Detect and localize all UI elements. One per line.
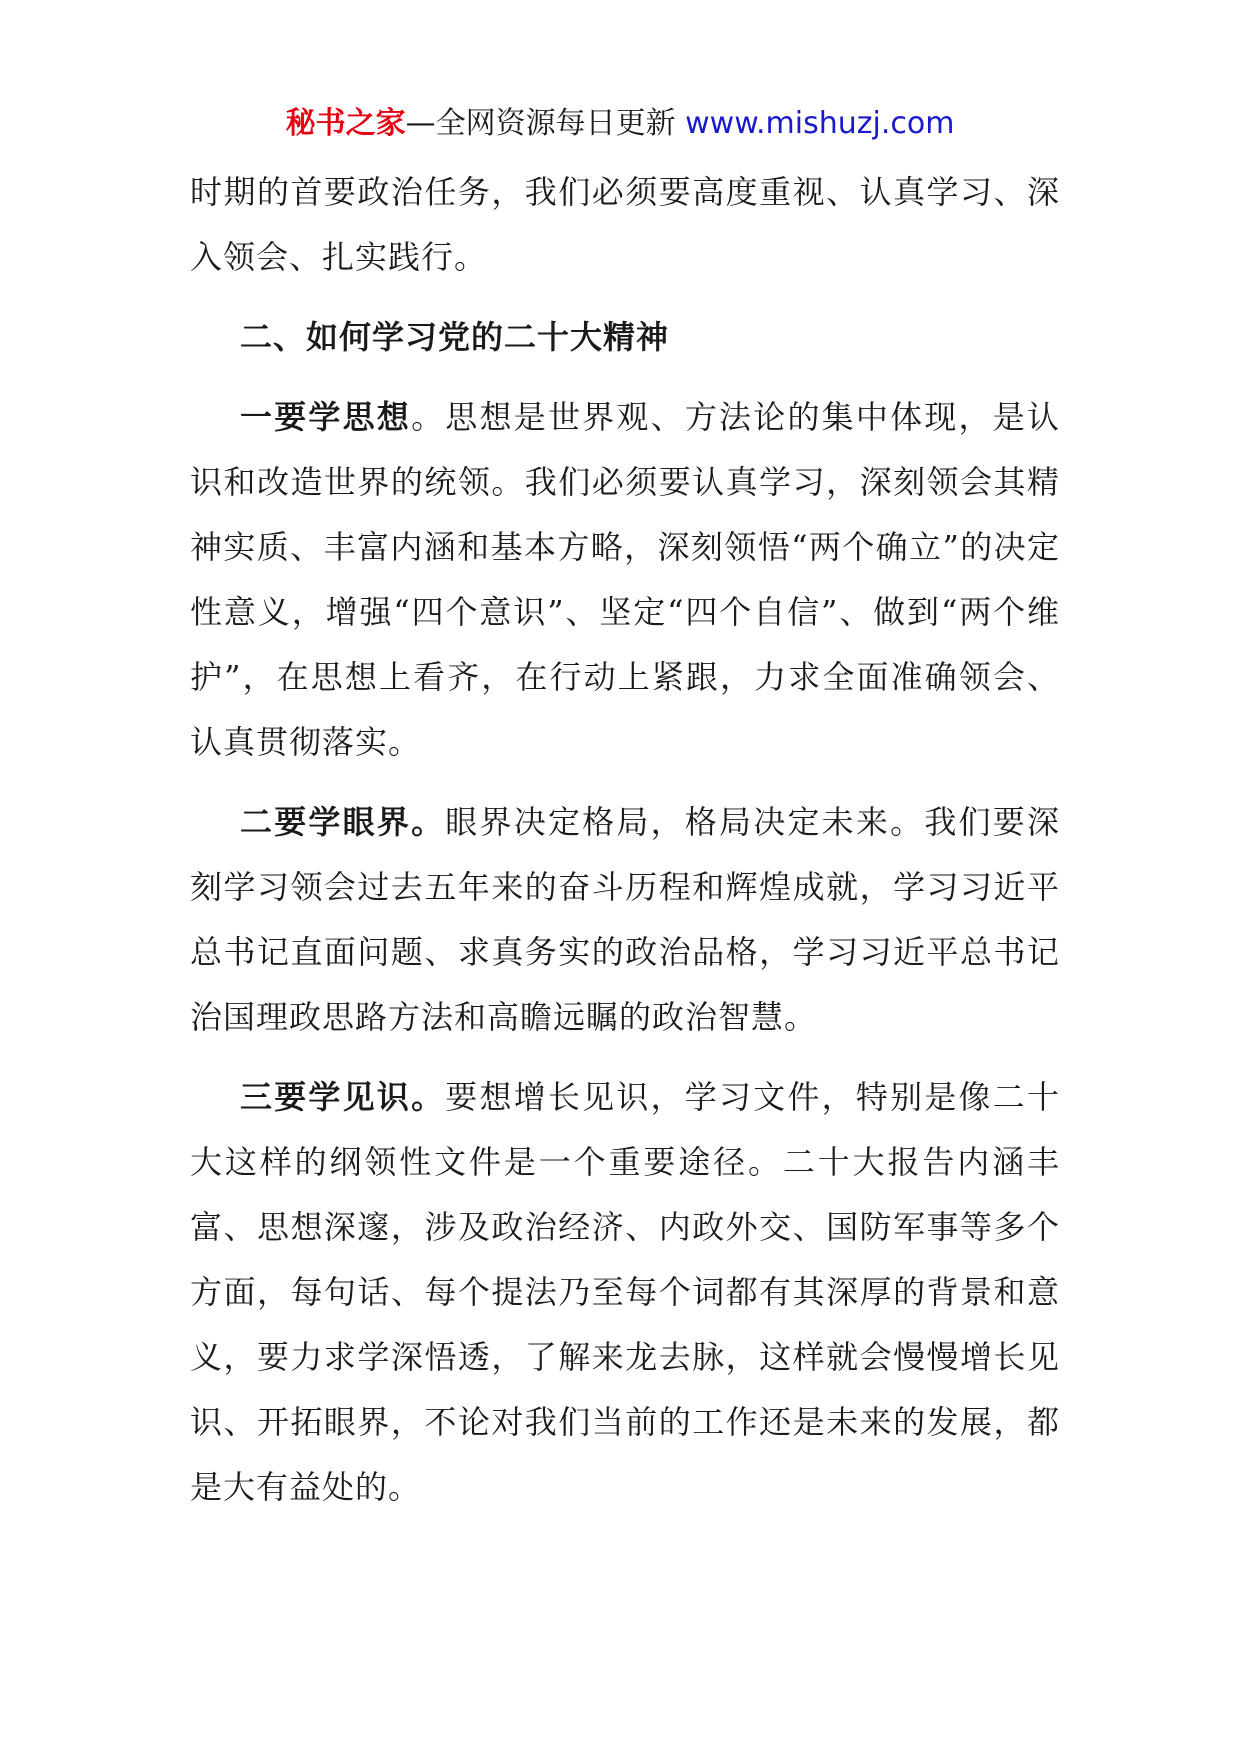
paragraph-lead: 一要学思想 — [240, 398, 412, 436]
site-url-link[interactable]: www.mishuzj.com — [685, 106, 955, 141]
site-header — [0, 100, 1240, 148]
paragraph-thought — [190, 385, 1060, 775]
paragraph-vision — [190, 790, 1060, 1050]
section-heading: 二、如何学习党的二十大精神 — [240, 318, 670, 356]
site-brand: 秘书之家 — [285, 106, 406, 141]
site-tagline: —全网资源每日更新 — [405, 106, 686, 141]
paragraph-text: 。思想是世界观、方法论的集中体现，是认识和改造世界的统领。我们必须要认真学习，深刻领会其精神实质、丰富内涵和基本方略，深刻领悟“两个确立”的决定性意义，增强“四个意识”、坚定“四个自信”、做到“两个维护”，在思想上看齐，在行动上紧跟，力求全面准确领会、认真贯彻落实。 — [190, 398, 1060, 761]
paragraph-lead: 二要学眼界。 — [240, 803, 446, 841]
document-body — [190, 160, 1060, 1520]
paragraph-text: 眼界决定格局，格局决定未来。我们要深刻学习领会过去五年来的奋斗历程和辉煌成就，学习习近平总书记直面问题、求真务实的政治品格，学习习近平总书记治国理政思路方法和高瞻远瞩的政治智慧。 — [190, 803, 1060, 1036]
paragraph-lead: 三要学见识。 — [240, 1078, 446, 1116]
paragraph-knowledge — [190, 1065, 1060, 1520]
paragraph-text: 要想增长见识，学习文件，特别是像二十大这样的纲领性文件是一个重要途径。二十大报告内涵丰富、思想深邃，涉及政治经济、内政外交、国防军事等多个方面，每句话、每个提法乃至每个词都有其深厚的背景和意义，要力求学深悟透，了解来龙去脉，这样就会慢慢增长见识、开拓眼界，不论对我们当前的工作还是未来的发展，都是大有益处的。 — [190, 1078, 1060, 1506]
intro-paragraph: 时期的首要政治任务，我们必须要高度重视、认真学习、深入领会、扎实践行。 — [190, 173, 1060, 276]
